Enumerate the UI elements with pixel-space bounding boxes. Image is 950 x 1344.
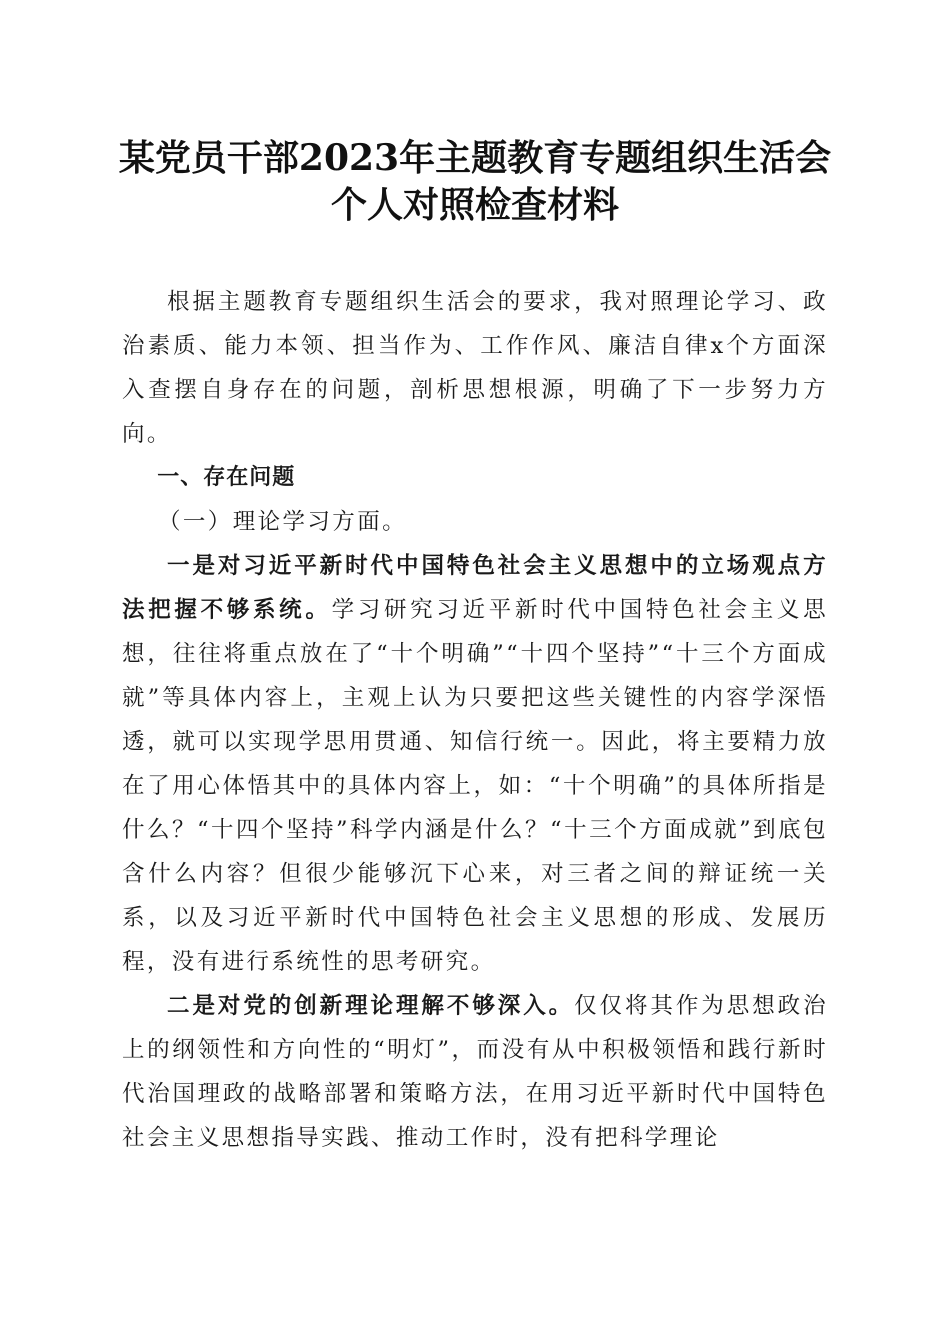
subsection-heading-theory-study: （一）理论学习方面。: [158, 509, 408, 535]
document-title-line-2: 个人对照检查材料: [330, 184, 619, 226]
intro-paragraph: 根据主题教育专题组织生活会的要求，我对照理论学习、政治素质、能力本领、担当作为、工作作风、廉洁自律x个方面深入查摆自身存在的问题，剖析思想根源，明确了下一步努力方向。: [122, 289, 828, 447]
document-body: [122, 280, 828, 1160]
point-2-body: 仅仅将其作为思想政治上的纲领性和方向性的“明灯”，而没有从中积极领悟和践行新时代治国理政的战略部署和策略方法，在用习近平新时代中国特色社会主义思想指导实践、推动工作时，没有把科学理论: [122, 993, 828, 1151]
point-1-body: 学习研究习近平新时代中国特色社会主义思想，往往将重点放在了“十个明确”“十四个坚持”“十三个方面成就”等具体内容上，主观上认为只要把这些关键性的内容学深悟透，就可以实现学思用贯通、知信行统一。因此，将主要精力放在了用心体悟其中的具体内容上，如：“十个明确”的具体所指是什么？“十四个坚持”科学内涵是什么？“十三个方面成就”到底包含什么内容？但很少能够沉下心来，对三者之间的辩证统一关系，以及习近平新时代中国特色社会主义思想的形成、发展历程，没有进行系统性的思考研究。: [122, 597, 829, 975]
section-heading-problems: 一、存在问题: [157, 465, 296, 490]
point-2-lead: 二是对党的创新理论理解不够深入。: [167, 993, 575, 1019]
document-title-line-1: 某党员干部2023年主题教育专题组织生活会: [118, 137, 832, 179]
point-1-lead: 一是对习近平新时代中国特色社会主义思想中的立场观点方法把握不够系统。: [122, 553, 828, 623]
point-1-paragraph: [122, 544, 828, 984]
point-2-paragraph: [122, 984, 828, 1160]
